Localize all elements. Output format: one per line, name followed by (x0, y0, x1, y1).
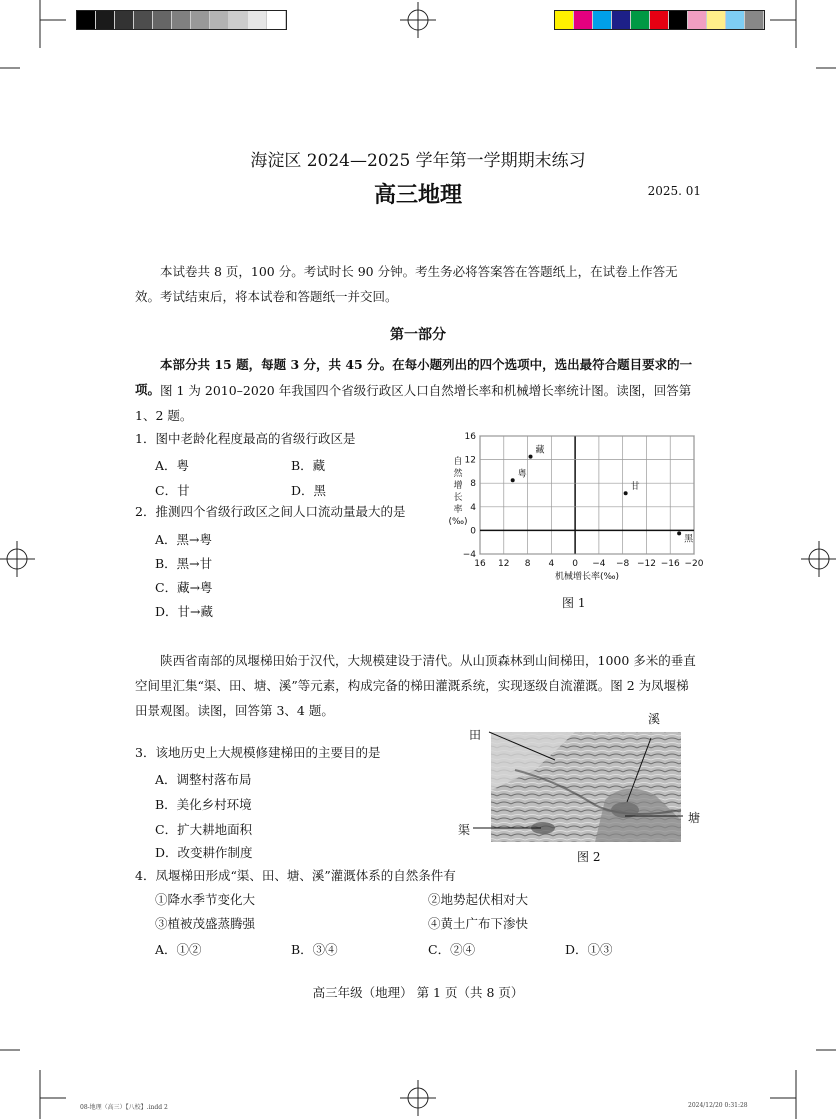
section-instruction: 本部分共 15 题，每题 3 分，共 45 分。在每小题列出的四个选项中，选出最符合题目要求的一项。 (135, 357, 693, 397)
x-tick-label: −4 (592, 559, 606, 569)
data-point (677, 531, 681, 535)
data-point (529, 455, 533, 459)
x-tick-label: −8 (616, 559, 630, 569)
q3-option-b: B．美化乡村环境 (155, 797, 252, 812)
y-axis-label-char: 长 (453, 493, 463, 503)
data-point (624, 491, 628, 495)
x-tick-label: −12 (636, 559, 656, 569)
registration-mark-bottom (400, 1080, 436, 1116)
figure-1-caption: 图 1 (562, 596, 586, 610)
q1-option-a: A．粤 (155, 458, 190, 473)
x-tick-label: −20 (684, 559, 704, 569)
passage-2: 陕西省南部的凤堰梯田始于汉代，大规模建设于清代。从山顶森林到山间梯田，1000 多米的垂直空间里汇集“渠、田、塘、溪”等元素，构成完备的梯田灌溉系统，实现逐级自流灌溉。图 2 为凤堰梯田景观图。读图，回答第 3、4 题。 (135, 653, 696, 718)
x-tick-label: 0 (572, 559, 578, 569)
q4-statement-1: ①降水季节变化大 (155, 892, 256, 907)
y-axis-label-char: 增 (453, 481, 463, 491)
question-1-stem: 1．图中老龄化程度最高的省级行政区是 (135, 431, 356, 446)
q1-option-b: B．藏 (291, 458, 326, 473)
y-axis-label-char: (‰) (448, 517, 468, 527)
q3-option-c: C．扩大耕地面积 (155, 822, 253, 837)
registration-mark-right (801, 541, 836, 577)
exam-title: 海淀区 2024—2025 学年第一学期期末练习 (250, 151, 586, 171)
q2-option-d: D．甘→藏 (155, 604, 213, 619)
plot-frame (480, 436, 694, 554)
figure-2-caption: 图 2 (577, 850, 601, 864)
q1-option-d: D．黑 (291, 483, 327, 498)
slug-timestamp: 2024/12/20 0:31:28 (688, 1102, 748, 1109)
q4-statement-3: ③植被茂盛蒸腾强 (155, 916, 256, 931)
data-point-label: 粤 (517, 469, 527, 480)
q4-option-a: A．①② (155, 942, 202, 957)
q3-option-a: A．调整村落布局 (155, 772, 252, 787)
question-2-stem: 2．推测四个省级行政区之间人口流动量最大的是 (135, 504, 406, 519)
figure-2-terrace-photo (455, 710, 705, 845)
q2-option-a: A．黑→粤 (155, 532, 213, 547)
y-tick-label: 4 (470, 502, 476, 513)
figure-2-label-tang: 塘 (688, 811, 701, 825)
y-tick-label: 8 (470, 479, 476, 490)
subject-title: 高三地理 (373, 182, 462, 208)
y-tick-label: −4 (462, 550, 476, 560)
passage-1: 图 1 为 2010–2020 年我国四个省级行政区人口自然增长率和机械增长率统计图。读图，回答第 1、2 题。 (135, 383, 692, 423)
figure-2-label-tian: 田 (469, 728, 482, 742)
q4-option-b: B．③④ (291, 942, 338, 957)
figure-2-label-xi: 溪 (648, 712, 661, 726)
q3-option-d: D．改变耕作制度 (155, 845, 253, 860)
q2-option-b: B．黑→甘 (155, 556, 213, 571)
q2-option-c: C．藏→粤 (155, 580, 213, 595)
q4-statement-4: ④黄土广布下渗快 (428, 916, 529, 931)
x-tick-label: 12 (498, 559, 510, 569)
slug-filename: 08-地理（高三）【八校】.indd 2 (80, 1104, 168, 1111)
section-title: 第一部分 (390, 327, 446, 343)
registration-mark-top (400, 2, 436, 38)
x-tick-label: 8 (524, 559, 531, 569)
page-footer: 高三年级（地理） 第 1 页（共 8 页） (312, 985, 524, 1000)
exam-date: 2025. 01 (647, 184, 701, 198)
data-point (511, 478, 515, 482)
x-tick-label: 4 (548, 559, 555, 569)
q4-statement-2: ②地势起伏相对大 (428, 892, 529, 907)
data-point-label: 甘 (630, 482, 640, 493)
q4-option-c: C．②④ (428, 942, 476, 957)
y-axis-label-char: 然 (453, 469, 463, 479)
question-3-stem: 3．该地历史上大规模修建梯田的主要目的是 (135, 745, 381, 760)
q1-option-c: C．甘 (155, 483, 190, 498)
x-tick-label: 16 (474, 559, 486, 569)
data-point-label: 藏 (535, 445, 545, 456)
y-axis-label-char: 自 (453, 457, 463, 467)
exam-instructions: 本试卷共 8 页，100 分。考试时长 90 分钟。考生务必将答案答在答题纸上，在试卷上作答无效。考试结束后，将本试卷和答题纸一并交回。 (135, 264, 678, 304)
y-tick-label: 12 (464, 455, 476, 466)
registration-mark-left (0, 541, 35, 577)
x-axis-label: 机械增长率(‰) (554, 572, 620, 582)
y-tick-label: 16 (464, 432, 476, 442)
figure-1-scatter-chart (440, 426, 710, 601)
data-point-label: 黑 (684, 534, 694, 545)
question-4-stem: 4．凤堰梯田形成“渠、田、塘、溪”灌溉体系的自然条件有 (135, 868, 456, 883)
q4-option-d: D．①③ (565, 942, 613, 957)
y-axis-label-char: 率 (453, 505, 463, 515)
figure-2-label-qu: 渠 (458, 823, 471, 837)
y-tick-label: 0 (470, 526, 476, 537)
x-tick-label: −16 (660, 559, 680, 569)
